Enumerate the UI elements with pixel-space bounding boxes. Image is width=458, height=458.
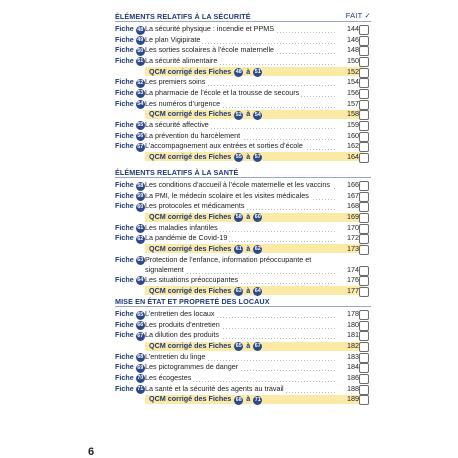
fiche-number-badge: 62 [254, 246, 261, 253]
fiche-row [115, 180, 371, 190]
fiche-word: Fiche [115, 98, 134, 108]
fiche-word: Fiche [115, 45, 134, 55]
fiche-label [115, 191, 145, 202]
done-checkbox[interactable] [359, 287, 369, 297]
fiche-number-badge: 51 [254, 69, 261, 76]
fiche-title-text: Les pictogrammes de danger [145, 362, 239, 372]
qcm-row [115, 341, 371, 351]
fiche-number-badge: 59 [137, 193, 144, 200]
fiche-number-badge: 68 [137, 354, 144, 361]
fiche-title[interactable] [145, 384, 335, 394]
qcm-text: QCM corrigé des Fiches [149, 151, 232, 161]
page-reference: 164 [347, 151, 359, 161]
fiche-word: Fiche [115, 141, 134, 151]
fiche-row [115, 141, 371, 151]
fiche-row [115, 384, 371, 394]
qcm-row [115, 109, 371, 119]
fiche-number-badge: 50 [137, 47, 144, 54]
fiche-title-text: Les premiers soins [145, 77, 206, 87]
page-reference: 159 [347, 119, 359, 129]
fiche-word: Fiche [115, 254, 134, 264]
fiche-label [115, 120, 145, 131]
page-reference: 162 [347, 141, 359, 151]
fiche-label [115, 233, 145, 244]
fiche-label [115, 88, 145, 99]
fiche-number-badge: 58 [235, 214, 242, 221]
fiche-title[interactable] [145, 362, 335, 372]
page-reference: 158 [347, 109, 359, 119]
fiche-title[interactable] [145, 330, 335, 340]
fiche-number-badge: 71 [254, 396, 261, 403]
fiche-number-badge: 63 [137, 257, 144, 264]
fiche-title-text: L’entretien des locaux [145, 309, 215, 318]
fiche-number-badge: 64 [254, 288, 261, 294]
fiche-word: Fiche [115, 180, 134, 189]
qcm-text: QCM corrigé des Fiches [149, 340, 232, 350]
fiche-word: Fiche [115, 372, 134, 382]
fiche-label [115, 24, 145, 35]
page-reference: 170 [347, 222, 359, 232]
fiche-title[interactable] [145, 141, 335, 151]
fiche-word: Fiche [115, 24, 134, 33]
fiche-title[interactable] [145, 24, 335, 34]
fiche-title-text: La santé et la sécurité des agents au travail [145, 383, 284, 393]
fiche-label [115, 201, 145, 212]
fiche-title[interactable] [145, 191, 335, 201]
fiche-row [115, 77, 371, 87]
fiche-number-badge: 68 [235, 396, 242, 403]
fiche-title-text: Les écogestes [145, 372, 192, 382]
fiche-title-text: La prévention du harcèlement [145, 130, 241, 140]
fiche-title[interactable] [145, 223, 335, 233]
fiche-row [115, 330, 371, 340]
page-reference: 184 [347, 362, 359, 372]
fiche-title-text: Les conditions d’accueil à l’école maternelle et les vaccins [145, 180, 330, 189]
qcm-text: QCM corrigé des Fiches [149, 109, 232, 119]
page-reference: 172 [347, 233, 359, 243]
fiche-title[interactable] [145, 88, 335, 98]
fiche-title-text: Les protocoles et médicaments [145, 201, 245, 211]
fiche-word: Fiche [115, 319, 134, 329]
fiche-word: Fiche [115, 34, 134, 44]
fiche-number-badge: 57 [137, 143, 144, 150]
page-reference: 168 [347, 201, 359, 211]
page-reference: 180 [347, 319, 359, 329]
fiche-number-badge: 67 [137, 332, 144, 339]
qcm-text: QCM corrigé des Fiches [149, 243, 232, 253]
page-reference: 174 [347, 264, 359, 274]
fiche-title-text: Les sorties scolaires à l’école maternelle [145, 45, 275, 55]
fiche-label [115, 352, 145, 363]
fiche-word: Fiche [115, 383, 134, 393]
fiche-row [115, 309, 371, 319]
fiche-row [115, 233, 371, 243]
page-number: 6 [88, 446, 95, 458]
range-separator: à [246, 285, 251, 295]
page-reference: 166 [347, 180, 359, 189]
fiche-title[interactable] [145, 255, 335, 275]
fiche-number-badge: 52 [235, 111, 242, 118]
fiche-number-badge: 60 [137, 203, 144, 210]
fiche-title-text: La pharmacie de l’école et la trousse de secours [145, 87, 300, 97]
page-reference: 157 [347, 98, 359, 108]
range-separator: à [246, 151, 251, 161]
page-reference: 176 [347, 274, 359, 284]
page-reference: 178 [347, 309, 359, 318]
page-reference: 152 [347, 66, 359, 76]
fiche-label [115, 35, 145, 46]
fiche-title-text: Les produits d’entretien [145, 319, 220, 329]
fiche-row [115, 120, 371, 130]
fiche-number-badge: 49 [137, 37, 144, 44]
fiche-word: Fiche [115, 351, 134, 361]
fiche-number-badge: 57 [254, 154, 261, 161]
qcm-text: QCM corrigé des Fiches [149, 285, 232, 295]
fiche-word: Fiche [115, 309, 134, 318]
fiche-title[interactable] [145, 275, 335, 285]
fiche-title-text: Les situations préoccupantes [145, 274, 239, 284]
section-divider [115, 21, 371, 22]
range-separator: à [246, 394, 251, 404]
qcm-row [115, 67, 371, 77]
fiche-number-badge: 63 [235, 288, 242, 294]
page-reference: 156 [347, 87, 359, 97]
fiche-title[interactable] [145, 373, 335, 383]
fiche-title[interactable] [145, 35, 335, 45]
qcm-row [115, 152, 371, 162]
fiche-number-badge: 65 [137, 311, 144, 318]
fiche-word: Fiche [115, 201, 134, 211]
fiche-row [115, 320, 371, 330]
fiche-number-badge: 62 [137, 235, 144, 242]
fiche-title[interactable] [145, 352, 335, 362]
section-divider [115, 306, 371, 307]
fiche-label [115, 99, 145, 110]
fiche-label [115, 384, 145, 395]
fiche-row [115, 24, 371, 34]
qcm-row [115, 394, 371, 404]
fiche-label [115, 373, 145, 384]
done-checkbox[interactable] [359, 395, 369, 405]
fiche-title[interactable] [145, 309, 335, 319]
qcm-row [115, 244, 371, 254]
fiche-row [115, 56, 371, 66]
fiche-title-text: Les maladies infantiles [145, 222, 218, 232]
qcm-label [149, 212, 263, 223]
fiche-title-text: Protection de l’enfance, information préoccupante et signalement [145, 254, 312, 274]
fiche-label [115, 180, 145, 191]
fiche-label [115, 141, 145, 152]
fiche-row [115, 352, 371, 362]
qcm-text: QCM corrigé des Fiches [149, 66, 232, 76]
fiche-label [115, 330, 145, 341]
fiche-label [115, 275, 145, 286]
qcm-label [149, 152, 263, 163]
fiche-title[interactable] [145, 180, 335, 190]
fiche-number-badge: 65 [235, 343, 242, 350]
qcm-label [149, 109, 263, 120]
fiche-title-text: La dilution des produits [145, 330, 219, 340]
page-reference: 173 [347, 243, 359, 253]
fiche-number-badge: 53 [137, 90, 144, 97]
fiche-label [115, 255, 145, 266]
range-separator: à [246, 243, 251, 253]
fiche-number-badge: 48 [235, 69, 242, 76]
fiche-number-badge: 69 [137, 364, 144, 371]
qcm-label [149, 67, 263, 78]
fiche-title-text: La PMI, le médecin scolaire et les visites médicales [145, 190, 309, 200]
fiche-word: Fiche [115, 55, 134, 65]
fiche-word: Fiche [115, 362, 134, 372]
page-reference: 169 [347, 211, 359, 221]
fiche-title-text: La sécurité physique : incendie et PPMS [145, 24, 275, 33]
fiche-title-text: La sécurité affective [145, 119, 209, 129]
fiche-word: Fiche [115, 119, 134, 129]
fiche-row [115, 131, 371, 141]
fiche-number-badge: 52 [137, 79, 144, 86]
range-separator: à [246, 211, 251, 221]
fiche-title-text: Le plan Vigipirate [145, 34, 201, 44]
fiche-number-badge: 55 [235, 154, 242, 161]
section-divider [115, 177, 371, 178]
fiche-title-text: La sécurité alimentaire [145, 55, 218, 65]
fiche-word: Fiche [115, 130, 134, 140]
section-title: ÉLÉMENTS RELATIFS À LA SANTÉ [115, 168, 239, 177]
qcm-row [115, 286, 371, 296]
fiche-word: Fiche [115, 77, 134, 87]
fiche-number-badge: 54 [137, 101, 144, 108]
fiche-word: Fiche [115, 222, 134, 232]
range-separator: à [246, 109, 251, 119]
fiche-title[interactable] [145, 320, 335, 330]
fiche-word: Fiche [115, 233, 134, 243]
fiche-label [115, 309, 145, 320]
done-checkbox[interactable] [359, 153, 369, 163]
fiche-label [115, 320, 145, 331]
fiche-label [115, 362, 145, 373]
fiche-title[interactable] [145, 45, 335, 55]
page-reference: 154 [347, 77, 359, 87]
qcm-text: QCM corrigé des Fiches [149, 394, 232, 404]
fiche-title[interactable] [145, 99, 335, 109]
fiche-number-badge: 55 [137, 122, 144, 129]
fiche-number-badge: 54 [254, 111, 261, 118]
fiche-number-badge: 58 [137, 182, 144, 189]
fiche-number-badge: 56 [137, 133, 144, 139]
fiche-label [115, 77, 145, 88]
qcm-row [115, 212, 371, 222]
qcm-label [149, 341, 263, 352]
page-reference: 183 [347, 351, 359, 361]
fiche-number-badge: 67 [254, 343, 261, 350]
qcm-label [149, 394, 263, 405]
fiche-title-text: La pandémie de Covid-19 [145, 233, 228, 243]
fiche-number-badge: 48 [137, 26, 144, 33]
section-title: ÉLÉMENTS RELATIFS À LA SÉCURITÉ [115, 12, 251, 21]
fiche-number-badge: 51 [137, 58, 144, 65]
fiche-row [115, 45, 371, 55]
fiche-label [115, 223, 145, 234]
fiche-number-badge: 61 [137, 225, 144, 232]
page-reference: 146 [347, 34, 359, 44]
page-reference: 150 [347, 55, 359, 65]
fiche-row [115, 88, 371, 98]
fiche-number-badge: 60 [254, 214, 261, 221]
section-title: MISE EN ÉTAT ET PROPRETÉ DES LOCAUX [115, 297, 270, 306]
fiche-row [115, 201, 371, 211]
fiche-label [115, 56, 145, 67]
fiche-title[interactable] [145, 201, 335, 211]
fiche-row [115, 373, 371, 383]
page-reference: 148 [347, 45, 359, 55]
page-reference: 189 [347, 394, 359, 404]
page-reference: 160 [347, 130, 359, 140]
fiche-title-text: L’accompagnement aux entrées et sorties d’école [145, 141, 303, 151]
page-reference: 144 [347, 24, 359, 33]
fiche-word: Fiche [115, 190, 134, 200]
fiche-number-badge: 61 [235, 246, 242, 253]
fiche-number-badge: 71 [137, 386, 144, 393]
fiche-label [115, 131, 145, 142]
fiche-row [115, 191, 371, 201]
fiche-title[interactable] [145, 120, 335, 130]
fiche-row [115, 223, 371, 233]
fiche-number-badge: 64 [137, 277, 144, 284]
fiche-number-badge: 70 [137, 375, 144, 382]
fiche-number-badge: 66 [137, 322, 144, 329]
fiche-word: Fiche [115, 87, 134, 97]
fiche-word: Fiche [115, 274, 134, 284]
fiche-title-text: L’entretien du linge [145, 351, 206, 361]
fiche-row [115, 99, 371, 109]
fiche-word: Fiche [115, 330, 134, 340]
fiche-title-text: Les numéros d’urgence [145, 98, 221, 108]
page-reference: 188 [347, 383, 359, 393]
page-reference: 167 [347, 190, 359, 200]
fiche-title[interactable] [145, 233, 335, 243]
page-reference: 186 [347, 372, 359, 382]
fiche-title[interactable] [145, 77, 335, 87]
fiche-row [115, 35, 371, 45]
range-separator: à [246, 340, 251, 350]
page-reference: 181 [347, 330, 359, 340]
page-reference: 182 [347, 340, 359, 350]
fiche-row [115, 362, 371, 372]
qcm-label [149, 286, 263, 297]
done-column-label: FAIT ✓ [345, 11, 371, 20]
fiche-row [115, 275, 371, 285]
page-reference: 177 [347, 285, 359, 295]
fiche-row [115, 255, 371, 275]
fiche-title[interactable] [145, 131, 335, 141]
qcm-label [149, 244, 263, 255]
fiche-label [115, 45, 145, 56]
range-separator: à [246, 66, 251, 76]
qcm-text: QCM corrigé des Fiches [149, 211, 232, 221]
fiche-title[interactable] [145, 56, 335, 66]
